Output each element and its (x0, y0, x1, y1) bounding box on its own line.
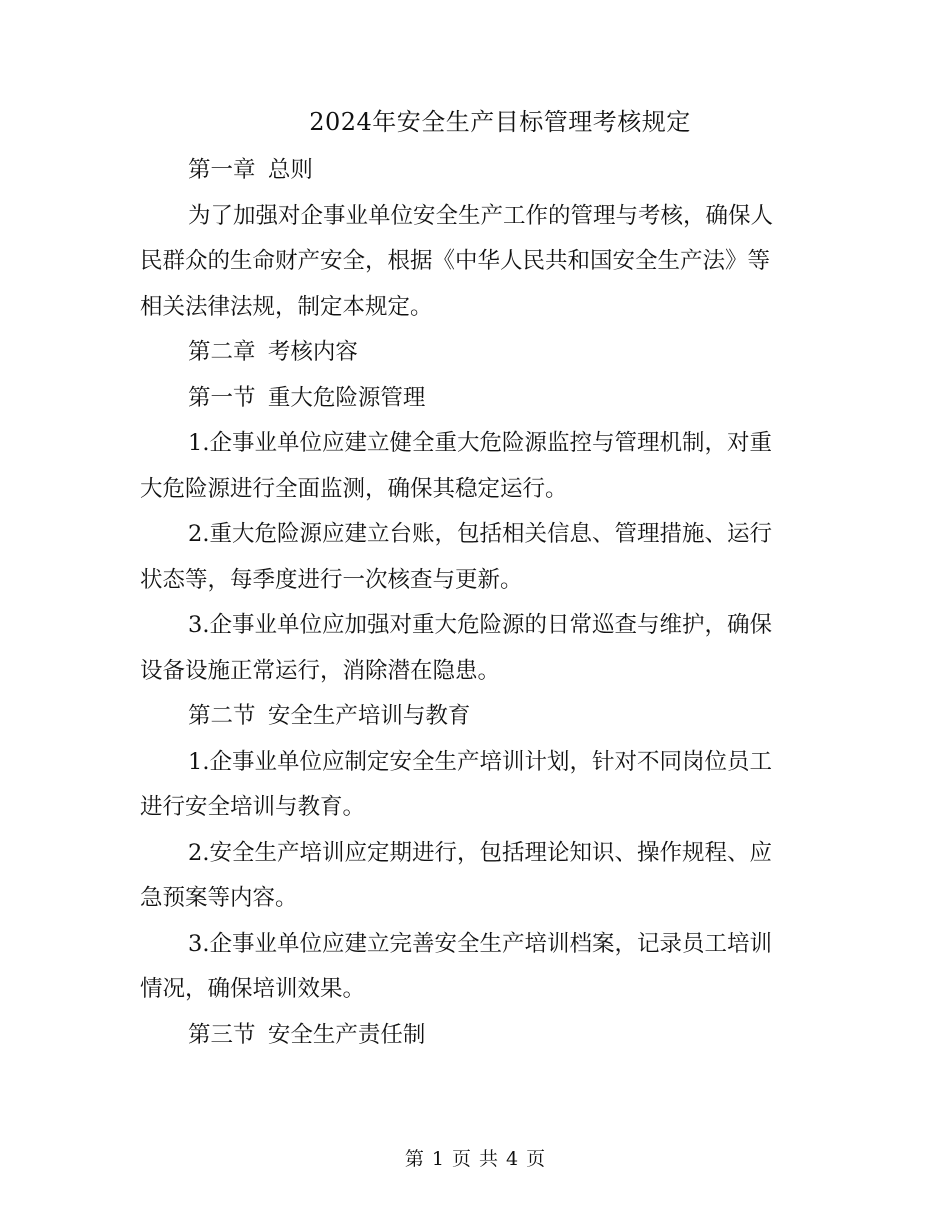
section-name: 重大危险源管理 (267, 384, 426, 411)
list-item-line: 设备设施正常运行，消除潜在隐患。 (140, 657, 501, 684)
section-name: 安全生产责任制 (267, 1021, 426, 1048)
list-item-line: 3.企事业单位应加强对重大危险源的日常巡查与维护，确保 (188, 612, 772, 638)
section-heading-responsibility (140, 1013, 798, 1059)
document-title: 2024年安全生产目标管理考核规定 (309, 108, 691, 136)
page-number-footer: 第 1 页 共 4 页 (404, 1148, 546, 1170)
list-item-line: 2.安全生产培训应定期进行，包括理论知识、操作规程、应 (188, 839, 772, 866)
list-item-line: 1.企事业单位应制定安全生产培训计划，针对不同岗位员工 (188, 748, 772, 775)
list-item-line: 1.企事业单位应建立健全重大危险源监控与管理机制，对重 (188, 430, 772, 456)
paragraph-line: 民群众的生命财产安全，根据《中华人民共和国安全生产法》等 (140, 248, 771, 274)
section-label: 第二节 (188, 703, 256, 729)
section-heading-training (140, 694, 798, 740)
paragraph-line: 为了加强对企事业单位安全生产工作的管理与考核，确保人 (188, 202, 774, 229)
list-item-line: 急预案等内容。 (140, 885, 298, 911)
list-item-line: 3.企事业单位应建立完善安全生产培训档案，记录员工培训 (188, 930, 772, 957)
list-item-line: 大危险源进行全面监测，确保其稳定运行。 (140, 475, 568, 502)
chapter-heading-general (140, 148, 798, 194)
list-item-line: 进行安全培训与教育。 (140, 794, 366, 820)
section-heading-hazard-sources (140, 376, 798, 422)
chapter-name: 考核内容 (267, 339, 358, 365)
chapter-label: 第二章 (188, 339, 256, 365)
chapter-heading-assessment (140, 330, 798, 376)
chapter-name: 总则 (267, 157, 313, 183)
section-name: 安全生产培训与教育 (267, 703, 471, 729)
section-label: 第一节 (188, 384, 256, 411)
list-item-line: 情况，确保培训效果。 (140, 976, 366, 1002)
section-label: 第三节 (188, 1021, 256, 1048)
list-item-line: 2.重大危险源应建立台账，包括相关信息、管理措施、运行 (188, 521, 772, 547)
document-body (140, 148, 798, 1058)
list-item-line: 状态等，每季度进行一次核查与更新。 (140, 566, 523, 593)
chapter-label: 第一章 (188, 157, 256, 183)
paragraph-line: 相关法律法规，制定本规定。 (140, 293, 433, 320)
